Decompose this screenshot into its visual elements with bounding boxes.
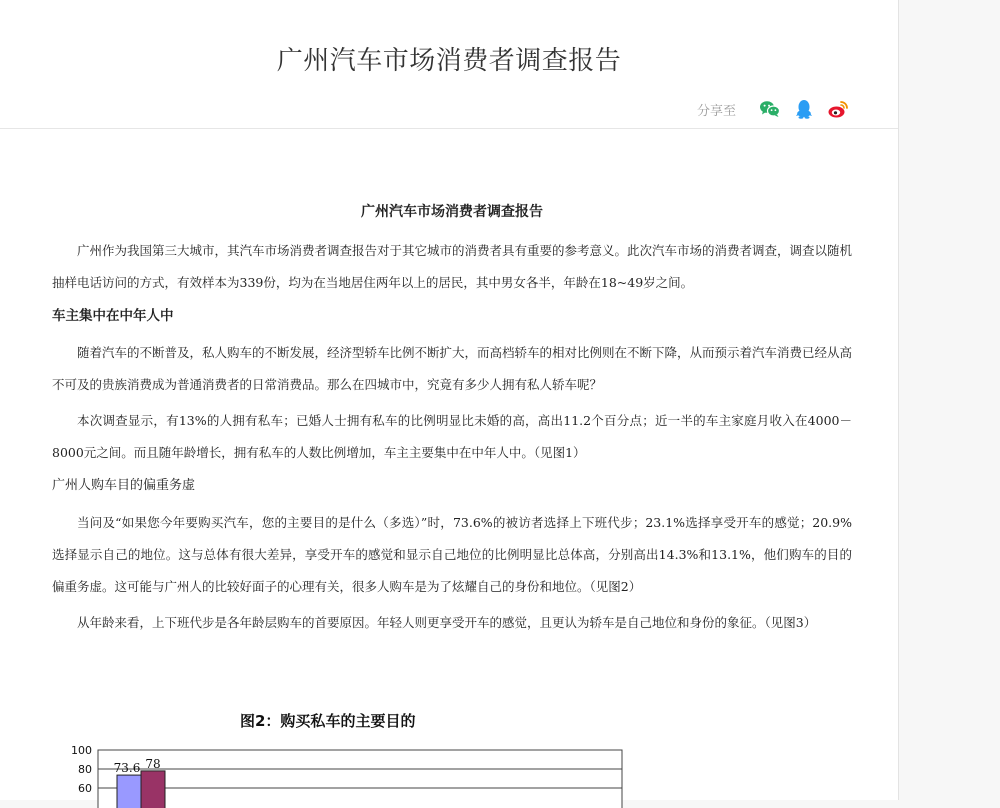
y-tick-label: 60 bbox=[78, 782, 92, 795]
bar bbox=[141, 771, 165, 808]
y-tick-label: 100 bbox=[71, 744, 92, 757]
section-heading: 车主集中在中年人中 bbox=[52, 308, 174, 324]
share-bar bbox=[697, 97, 850, 121]
paragraph: 从年龄来看，上下班代步是各年龄层购车的首要原因。年轻人则更享受开车的感觉，且更认为轿车是自己地位和身份的象征。（见图3） bbox=[77, 615, 817, 630]
paragraph: 本次调查显示，有13%的人拥有私车；已婚人士拥有私车的比例明显比未婚的高，高出11.2个百分点；近一半的车主家庭月收入在4000－8000元之间。而且随年龄增长，拥有私车的人数比例增加，车主主要集中在中年人中。（见图1） bbox=[52, 413, 852, 460]
data-label: 73.6 bbox=[113, 761, 141, 776]
weibo-icon[interactable] bbox=[826, 97, 850, 121]
paragraph: 随着汽车的不断普及，私人购车的不断发展，经济型轿车比例不断扩大，而高档轿车的相对比例则在不断下降，从而预示着汽车消费已经从高不可及的贵族消费成为普通消费者的日常消费品。那么在四城市中，究竟有多少人拥有私人轿车呢？ bbox=[52, 345, 853, 392]
page-title: 广州汽车市场消费者调查报告 bbox=[276, 46, 622, 76]
section-heading: 广州人购车目的偏重务虚 bbox=[52, 478, 196, 493]
chart-plot-area bbox=[98, 750, 622, 808]
paragraph: 当问及“如果您今年要购买汽车，您的主要目的是什么（多选）”时，73.6%的被访者选择上下班代步；23.1%选择享受开车的感觉；20.9%选择显示自己的地位。这与总体有很大差异，享受开车的感觉和显示自己地位的比例明显比总体高，分别高出14.3%和13.1%，他们购车的目的偏重务虚。这可能与广州人的比较好面子的心理有关，很多人购车是为了炫耀自己的身份和地位。（见图2） bbox=[52, 515, 852, 594]
bar bbox=[117, 775, 141, 808]
data-label: 78 bbox=[145, 756, 161, 771]
purpose-bar-chart bbox=[60, 738, 640, 808]
intro-paragraph: 广州作为我国第三大城市，其汽车市场消费者调查报告对于其它城市的消费者具有重要的参考意义。此次汽车市场的消费者调查，调查以随机抽样电话访问的方式，有效样本为339份，均为在当地居住两年以上的居民，其中男女各半，年龄在18~49岁之间。 bbox=[52, 243, 853, 290]
share-label: 分享至 bbox=[696, 103, 736, 119]
chart-title: 图2：购买私车的主要目的 bbox=[240, 712, 416, 730]
y-tick-label: 80 bbox=[78, 763, 92, 776]
qq-icon[interactable] bbox=[792, 97, 816, 121]
article-header bbox=[0, 0, 898, 129]
wechat-icon[interactable] bbox=[758, 97, 782, 121]
article-content bbox=[52, 195, 852, 643]
document-title: 广州汽车市场消费者调查报告 bbox=[361, 204, 543, 220]
